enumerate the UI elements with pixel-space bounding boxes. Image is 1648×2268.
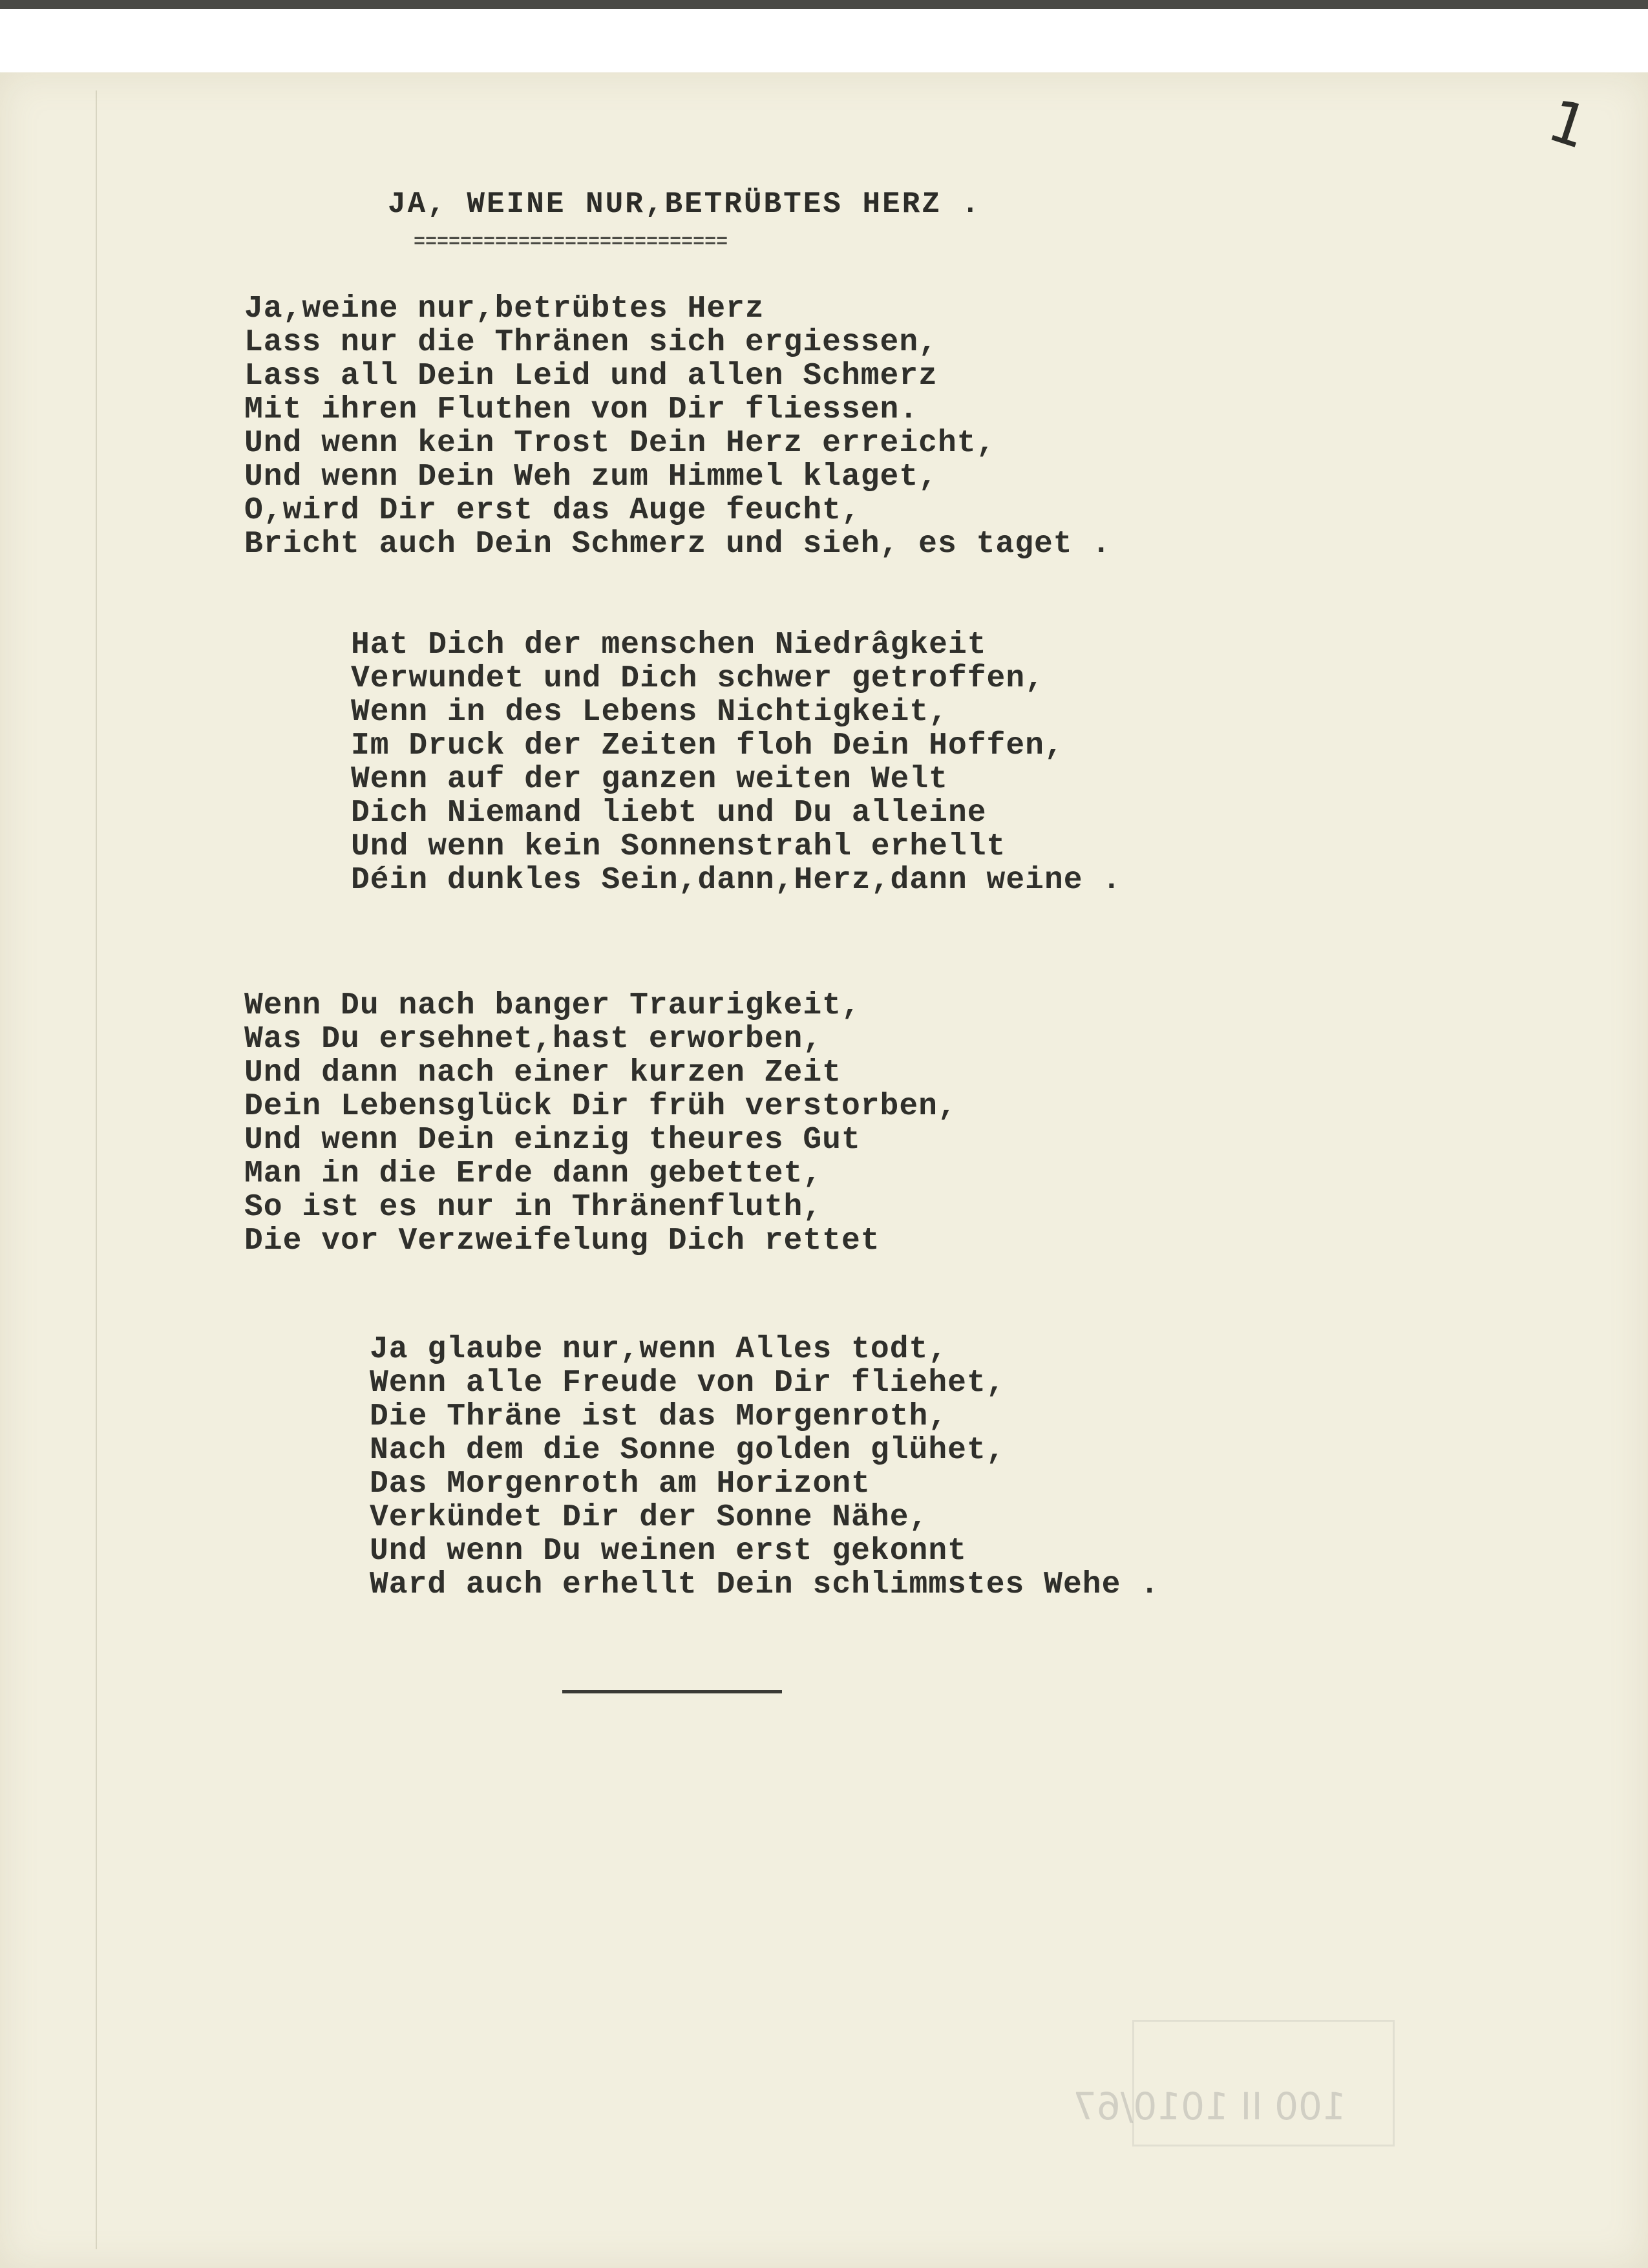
title-underline: =========================== bbox=[414, 231, 728, 253]
poem-line: Hat Dich der menschen Niedrâgkeit bbox=[351, 628, 987, 662]
poem-line: Die Thräne ist das Morgenroth, bbox=[370, 1399, 948, 1434]
poem-line: Ja,weine nur,betrübtes Herz bbox=[244, 291, 765, 326]
poem-line: Und wenn Dein Weh zum Himmel klaget, bbox=[244, 460, 938, 494]
poem-line: Was Du ersehnet,hast erworben, bbox=[244, 1022, 823, 1057]
poem-line: Und wenn Du weinen erst gekonnt bbox=[370, 1534, 967, 1569]
poem-line: Lass nur die Thränen sich ergiessen, bbox=[244, 325, 938, 360]
poem-line: Man in die Erde dann gebettet, bbox=[244, 1156, 823, 1191]
poem-line: Mit ihren Fluthen von Dir fliessen. bbox=[244, 392, 919, 427]
stanza-1 bbox=[244, 292, 1111, 561]
poem-line: Die vor Verzweifelung Dich rettet bbox=[244, 1224, 880, 1258]
poem-line: Wenn alle Freude von Dir fliehet, bbox=[370, 1366, 1006, 1401]
poem-line: Und wenn kein Sonnenstrahl erhellt bbox=[351, 829, 1006, 864]
poem-line: Dich Niemand liebt und Du alleine bbox=[351, 796, 987, 831]
poem-line: Déin dunkles Sein,dann,Herz,dann weine . bbox=[351, 863, 1122, 898]
poem-line: Das Morgenroth am Horizont bbox=[370, 1467, 871, 1501]
poem-line: Dein Lebensglück Dir früh verstorben, bbox=[244, 1089, 957, 1124]
poem-line: O,wird Dir erst das Auge feucht, bbox=[244, 493, 861, 528]
poem-line: Wenn Du nach banger Traurigkeit, bbox=[244, 988, 861, 1023]
poem-line: So ist es nur in Thränenfluth, bbox=[244, 1190, 823, 1225]
page-number-mark: 1 bbox=[1540, 86, 1597, 163]
poem-line: Und wenn Dein einzig theures Gut bbox=[244, 1123, 861, 1158]
stanza-2 bbox=[351, 628, 1121, 897]
poem-line: Bricht auch Dein Schmerz und sieh, es taget . bbox=[244, 527, 1112, 562]
poem-line: Im Druck der Zeiten floh Dein Hoffen, bbox=[351, 728, 1064, 763]
poem-line: Lass all Dein Leid und allen Schmerz bbox=[244, 359, 938, 394]
stanza-4 bbox=[370, 1333, 1159, 1602]
stanza-3 bbox=[244, 989, 957, 1258]
poem-line: Wenn auf der ganzen weiten Welt bbox=[351, 762, 948, 797]
poem-line: Und dann nach einer kurzen Zeit bbox=[244, 1055, 841, 1090]
poem-line: Nach dem die Sonne golden glühet, bbox=[370, 1433, 1006, 1468]
poem-line: Ja glaube nur,wenn Alles todt, bbox=[370, 1332, 948, 1367]
poem-line: Wenn in des Lebens Nichtigkeit, bbox=[351, 695, 948, 730]
archive-stamp-text: 100 II 1010/67 bbox=[1073, 2084, 1346, 2128]
end-rule bbox=[562, 1690, 782, 1693]
poem-line: Und wenn kein Trost Dein Herz erreicht, bbox=[244, 426, 996, 461]
scan-top-edge bbox=[0, 0, 1648, 9]
poem-line: Verkündet Dir der Sonne Nähe, bbox=[370, 1500, 929, 1535]
poem-title: JA, WEINE NUR,BETRÜBTES HERZ . bbox=[388, 187, 982, 221]
poem-line: Ward auch erhellt Dein schlimmstes Wehe . bbox=[370, 1567, 1159, 1602]
fold-line bbox=[96, 90, 97, 2249]
poem-line: Verwundet und Dich schwer getroffen, bbox=[351, 661, 1044, 696]
